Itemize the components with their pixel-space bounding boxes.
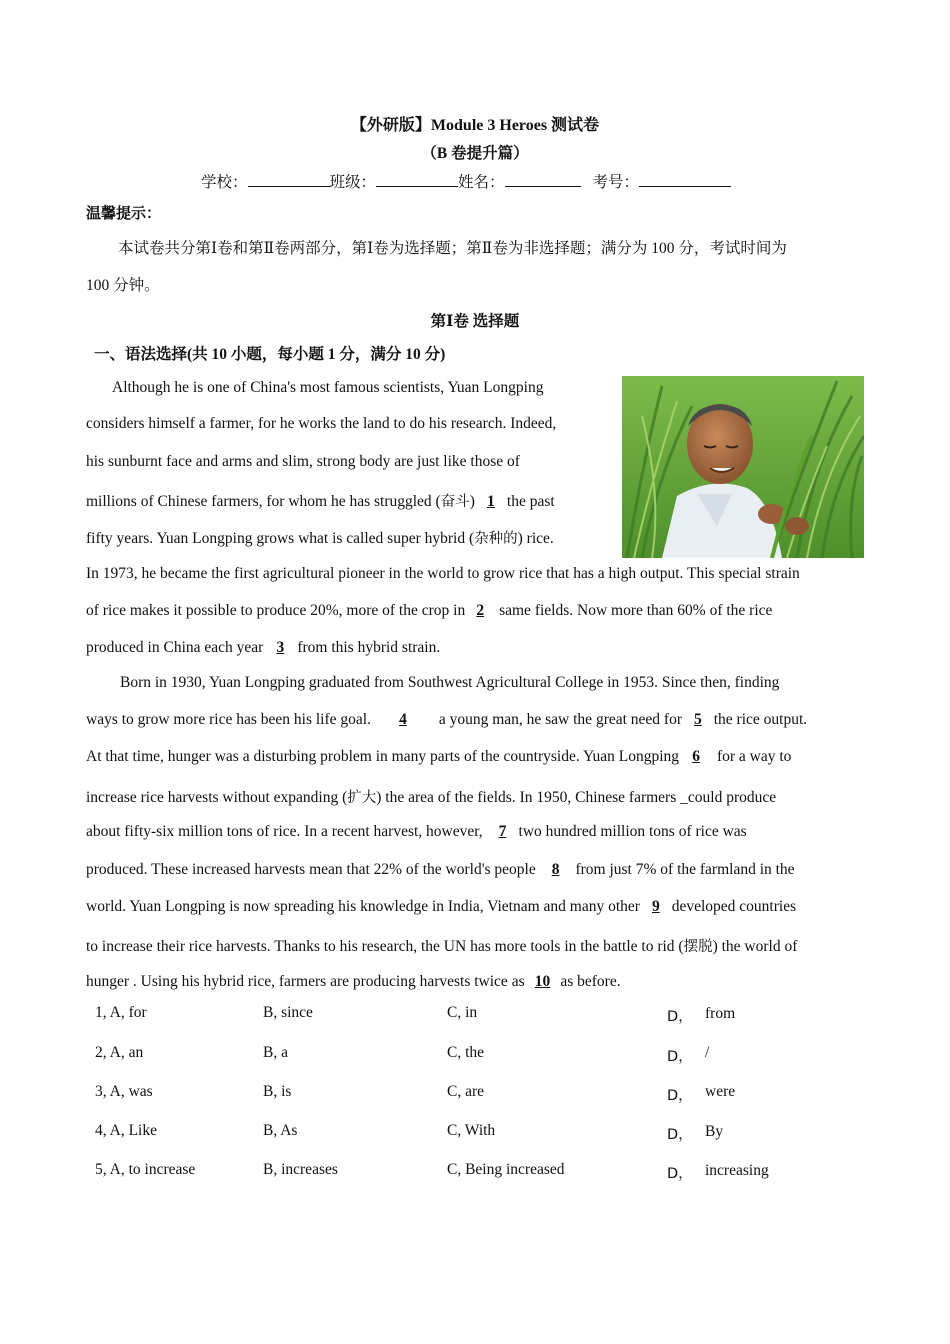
text-segment: ) the area of the fields. In 1950, Chinese farmers _could produce: [376, 789, 777, 806]
text-segment: as before.: [560, 973, 621, 990]
passage-line-11: [86, 748, 791, 766]
passage-line-5: [86, 527, 554, 548]
cjk-gloss: 摆脱: [683, 939, 713, 955]
text-segment: developed countries: [671, 898, 797, 915]
blank-3[interactable]: 3: [276, 639, 285, 656]
cjk-gloss: 杂种的: [474, 531, 518, 547]
option-a[interactable]: 2, A, an: [95, 1044, 144, 1061]
class-field[interactable]: [376, 172, 458, 187]
blank-5[interactable]: 5: [694, 711, 702, 728]
text-segment: At that time, hunger was a disturbing problem in many parts of the countryside. Yuan Longping: [86, 748, 680, 765]
school-label: 学校：: [201, 173, 248, 191]
option-b[interactable]: B, a: [263, 1044, 288, 1061]
option-d[interactable]: from: [705, 1005, 736, 1022]
passage-line-17: [86, 973, 621, 991]
page-title: [0, 112, 950, 135]
name-label: 姓名：: [458, 173, 505, 191]
option-b[interactable]: B, As: [263, 1122, 298, 1139]
blank-1[interactable]: 1: [487, 493, 495, 510]
option-d[interactable]: /: [705, 1044, 710, 1061]
cjk-gloss: 扩大: [347, 790, 377, 806]
passage-line-2: considers himself a farmer, for he works the land to do his research. Indeed,: [86, 415, 557, 432]
text-segment: the rice output.: [713, 711, 808, 728]
name-field[interactable]: [505, 172, 581, 187]
passage-line-4: [86, 490, 555, 511]
part-title: 一、语法选择(共 10 小题，每小题 1 分，满分 10 分): [94, 346, 446, 363]
text-segment: world. Yuan Longping is now spreading his knowledge in India, Vietnam and many other: [86, 898, 640, 915]
tip-heading: 温馨提示：: [86, 204, 162, 222]
option-c[interactable]: C, Being increased: [447, 1161, 565, 1178]
student-info-row: [201, 170, 731, 192]
option-d-label: D，: [667, 1166, 693, 1182]
passage-line-10: [86, 711, 807, 729]
text-segment: ) rice.: [517, 530, 554, 547]
passage-line-13: [86, 823, 747, 841]
option-d-label: D，: [667, 1009, 693, 1025]
option-b[interactable]: B, increases: [263, 1161, 338, 1178]
text-segment: increase rice harvests without expanding (: [86, 789, 348, 806]
passage-line-16: [86, 935, 797, 956]
passage-line-1: Although he is one of China's most famous scientists, Yuan Longping: [112, 379, 544, 396]
passage-line-14: [86, 861, 795, 879]
school-field[interactable]: [248, 172, 330, 187]
blank-10[interactable]: 10: [534, 973, 551, 990]
passage-line-3: his sunburnt face and arms and slim, strong body are just like those of: [86, 453, 520, 470]
yuan-longping-photo: [622, 376, 864, 558]
text-segment: produced. These increased harvests mean that 22% of the world's people: [86, 861, 536, 878]
option-c[interactable]: C, are: [447, 1083, 485, 1100]
passage-line-9: Born in 1930, Yuan Longping graduated from Southwest Agricultural College in 1953. Since then, finding: [120, 674, 780, 691]
blank-7[interactable]: 7: [498, 823, 507, 840]
tip-line-1: 本试卷共分第Ⅰ卷和第Ⅱ卷两部分，第Ⅰ卷为选择题；第Ⅱ卷为非选择题；满分为 100 分，考试时间为: [118, 240, 787, 257]
passage-line-12: [86, 786, 776, 807]
blank-9[interactable]: 9: [651, 898, 660, 915]
option-c[interactable]: C, the: [447, 1044, 485, 1061]
text-segment: ) the world of: [712, 938, 798, 955]
text-segment: to increase their rice harvests. Thanks to his research, the UN has more tools in the battle to rid (: [86, 938, 684, 955]
text-segment: millions of Chinese farmers, for whom he has struggled (: [86, 493, 441, 510]
option-d-label: D，: [667, 1088, 693, 1104]
tip-line-2: 100 分钟。: [86, 277, 160, 294]
id-label: 考号：: [592, 173, 640, 191]
option-d[interactable]: By: [705, 1123, 724, 1140]
option-d-label: D，: [667, 1127, 693, 1143]
text-segment: the past: [506, 493, 555, 510]
id-field[interactable]: [639, 172, 731, 187]
cjk-gloss: 奋斗: [440, 494, 470, 510]
volume-title: 第Ⅰ卷 选择题: [430, 313, 520, 330]
option-c[interactable]: C, in: [447, 1004, 478, 1021]
blank-2[interactable]: 2: [476, 602, 485, 619]
option-a[interactable]: 5, A, to increase: [95, 1161, 196, 1178]
text-segment: fifty years. Yuan Longping grows what is called super hybrid (: [86, 530, 475, 547]
text-segment: of rice makes it possible to produce 20%, more of the crop in: [86, 602, 466, 619]
option-a[interactable]: 1, A, for: [95, 1004, 147, 1021]
option-b[interactable]: B, since: [263, 1004, 313, 1021]
option-a[interactable]: 3, A, was: [95, 1083, 153, 1100]
blank-4[interactable]: 4: [399, 711, 407, 728]
rice-field-illustration: [622, 376, 864, 558]
passage-line-8: [86, 639, 440, 657]
text-segment: produced in China each year: [86, 639, 264, 656]
class-label: 班级：: [329, 173, 377, 191]
text-segment: hunger . Using his hybrid rice, farmers are producing harvests twice as: [86, 973, 525, 990]
blank-8[interactable]: 8: [551, 861, 560, 878]
passage-line-6: In 1973, he became the first agricultural pioneer in the world to grow rice that has a high output. This special strain: [86, 565, 800, 582]
text-segment: from just 7% of the farmland in the: [575, 861, 795, 878]
passage-line-7: [86, 602, 772, 620]
passage-line-15: [86, 898, 796, 916]
text-segment: from this hybrid strain.: [297, 639, 441, 656]
text-segment: two hundred million tons of rice was: [518, 823, 747, 840]
option-b[interactable]: B, is: [263, 1083, 292, 1100]
text-segment: ): [469, 493, 475, 510]
option-a[interactable]: 4, A, Like: [95, 1122, 157, 1139]
page-subtitle: （B 卷提升篇）: [421, 145, 529, 162]
blank-6[interactable]: 6: [692, 748, 700, 765]
text-segment: same fields. Now more than 60% of the rice: [499, 602, 773, 619]
option-d-label: D，: [667, 1049, 693, 1065]
text-segment: ways to grow more rice has been his life goal.: [86, 711, 371, 728]
title-text: 【外研版】Module 3 Heroes 测试卷: [350, 117, 600, 134]
text-segment: a young man, he saw the great need for: [438, 711, 682, 728]
text-segment: for a way to: [716, 748, 792, 765]
option-d[interactable]: were: [705, 1083, 736, 1100]
option-c[interactable]: C, With: [447, 1122, 496, 1139]
option-d[interactable]: increasing: [705, 1162, 769, 1179]
text-segment: about fifty-six million tons of rice. In a recent harvest, however,: [86, 823, 483, 840]
